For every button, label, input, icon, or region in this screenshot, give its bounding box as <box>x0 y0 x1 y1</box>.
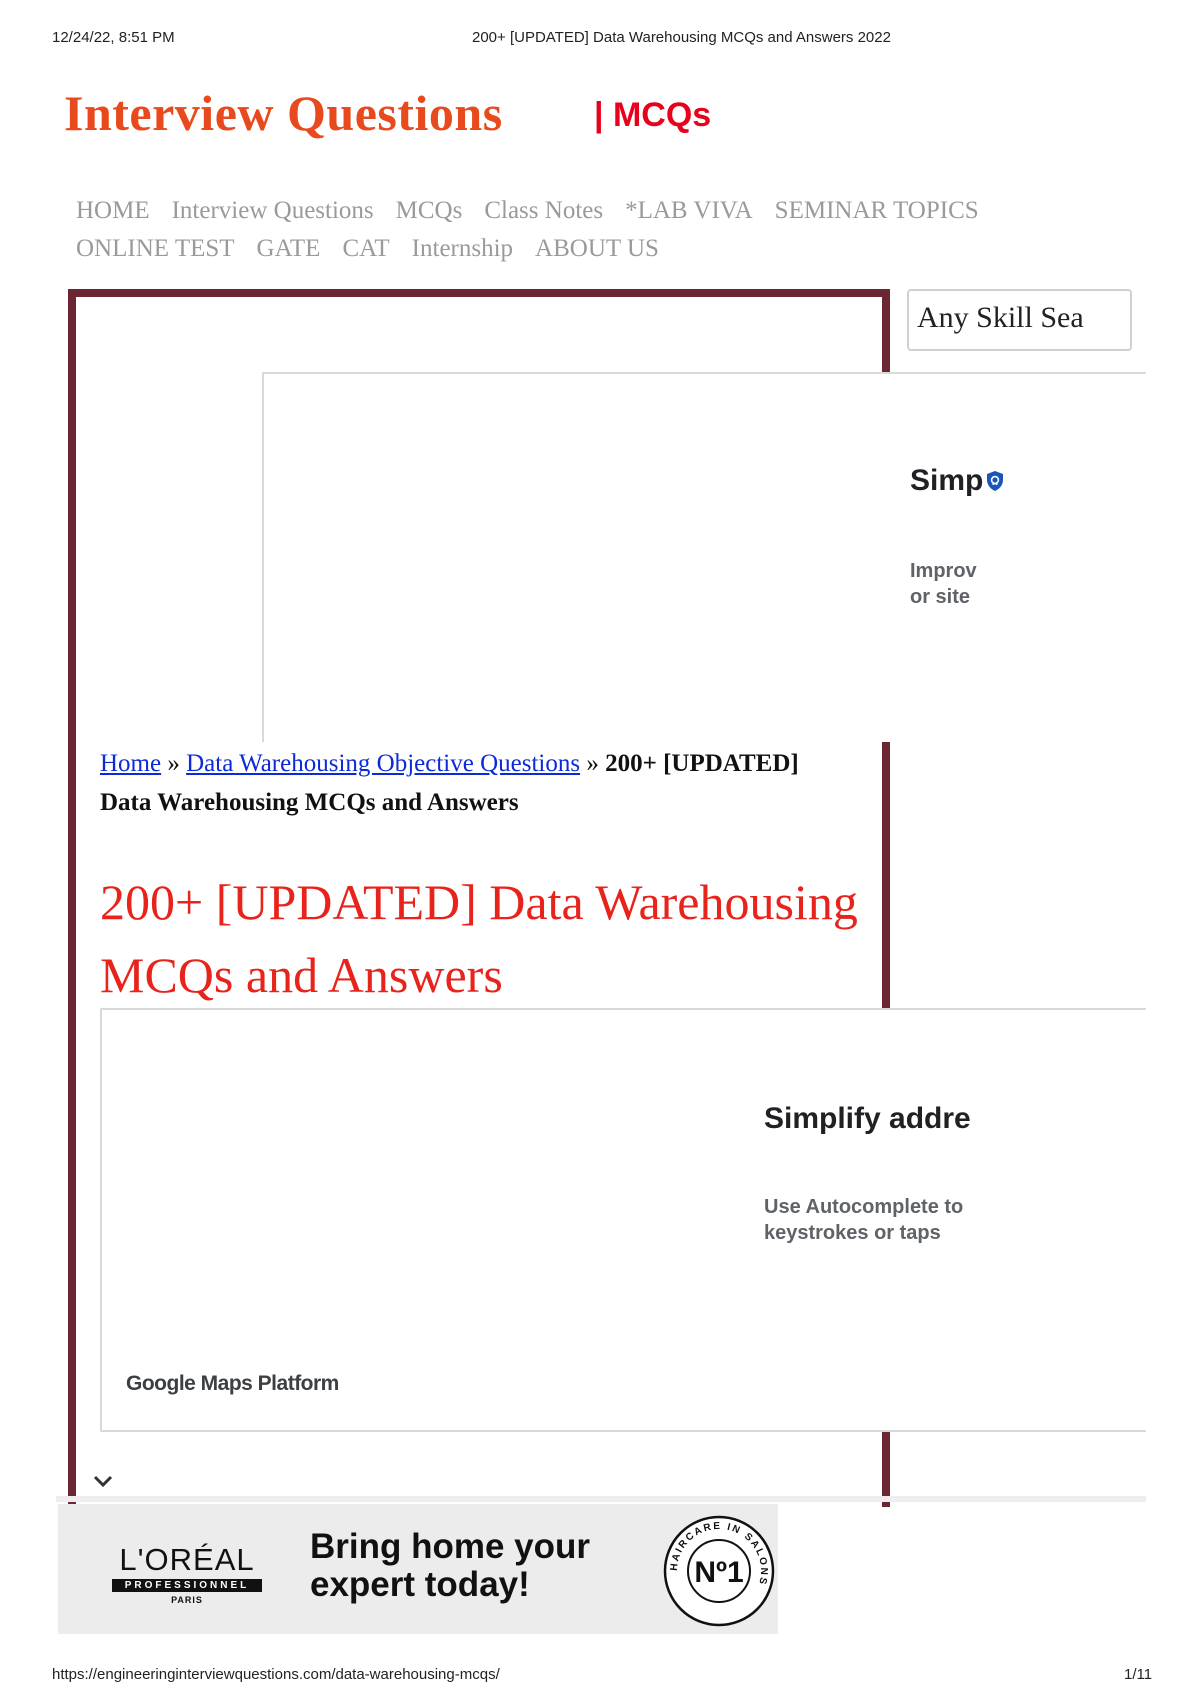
nav-item-online-test[interactable]: ONLINE TEST <box>76 235 235 262</box>
nav-item-home[interactable]: HOME <box>76 197 150 224</box>
nav-item-class-notes[interactable]: Class Notes <box>484 197 604 224</box>
site-logo[interactable]: Interview Questions <box>64 85 503 141</box>
nav-item-interview-questions[interactable]: Interview Questions <box>171 197 374 224</box>
main-nav <box>76 192 1096 268</box>
print-url: https://engineeringinterviewquestions.com/data-warehousing-mcqs/ <box>52 1666 500 1683</box>
ad-top-body-line1: Improv <box>910 560 977 582</box>
loreal-logo <box>112 1542 262 1605</box>
ad-banner-top[interactable] <box>262 372 1146 742</box>
breadcrumb-separator: » <box>161 750 187 777</box>
ad-middle-body <box>764 1194 963 1246</box>
banner-headline-line1: Bring home your <box>310 1527 591 1566</box>
ad-top-body <box>910 558 977 610</box>
page-title: 200+ [UPDATED] Data Warehousing MCQs and Answers <box>100 874 858 1003</box>
badge-ring-text: HAIRCARE IN SALONS <box>668 1520 770 1588</box>
no1-badge-icon <box>662 1514 776 1628</box>
print-page-number: 1/11 <box>1124 1666 1153 1683</box>
search-input[interactable]: Any Skill Sea <box>907 289 1132 351</box>
print-doc-title: 200+ [UPDATED] Data Warehousing MCQs and Answers 2022 <box>472 29 891 46</box>
banner-headline <box>310 1528 590 1604</box>
ad-middle-brand: Google Maps Platform <box>126 1372 339 1395</box>
breadcrumb-category-link[interactable]: Data Warehousing Objective Questions <box>186 750 581 777</box>
nav-item-seminar-topics[interactable]: SEMINAR TOPICS <box>774 197 979 224</box>
chevron-down-icon[interactable] <box>92 1470 114 1492</box>
badge-number: Nº1 <box>694 1556 744 1589</box>
breadcrumb <box>100 744 800 822</box>
ad-middle-title: Simplify addre <box>764 1102 971 1135</box>
nav-item-internship[interactable]: Internship <box>411 235 514 262</box>
banner-divider <box>56 1496 1146 1502</box>
nav-item-about-us[interactable]: ABOUT US <box>535 235 659 262</box>
banner-headline-line2: expert today! <box>310 1565 530 1604</box>
breadcrumb-home-link[interactable]: Home <box>100 750 162 777</box>
loreal-logo-name: L'ORÉAL <box>119 1542 255 1577</box>
ad-top-body-line2: or site <box>910 586 971 608</box>
breadcrumb-current: 200+ [UPDATED] Data Warehousing MCQs and Answers <box>100 750 799 816</box>
shield-icon <box>986 470 1004 492</box>
print-datetime: 12/24/22, 8:51 PM <box>52 29 175 46</box>
loreal-logo-professionnel: PROFESSIONNEL <box>112 1579 262 1592</box>
nav-item-cat[interactable]: CAT <box>342 235 390 262</box>
site-logo-sub[interactable]: | MCQs <box>594 96 712 134</box>
ad-middle-body-line2: keystrokes or taps <box>764 1222 941 1244</box>
ad-top-title: Simp <box>910 464 984 497</box>
nav-item-mcqs[interactable]: MCQs <box>395 197 463 224</box>
nav-item-gate[interactable]: GATE <box>256 235 321 262</box>
ad-banner-middle[interactable] <box>100 1008 1146 1432</box>
breadcrumb-separator: » <box>580 750 606 777</box>
ad-middle-body-line1: Use Autocomplete to <box>764 1196 964 1218</box>
nav-item-lab-viva[interactable]: *LAB VIVA <box>625 197 753 224</box>
loreal-logo-paris: PARIS <box>171 1595 203 1605</box>
